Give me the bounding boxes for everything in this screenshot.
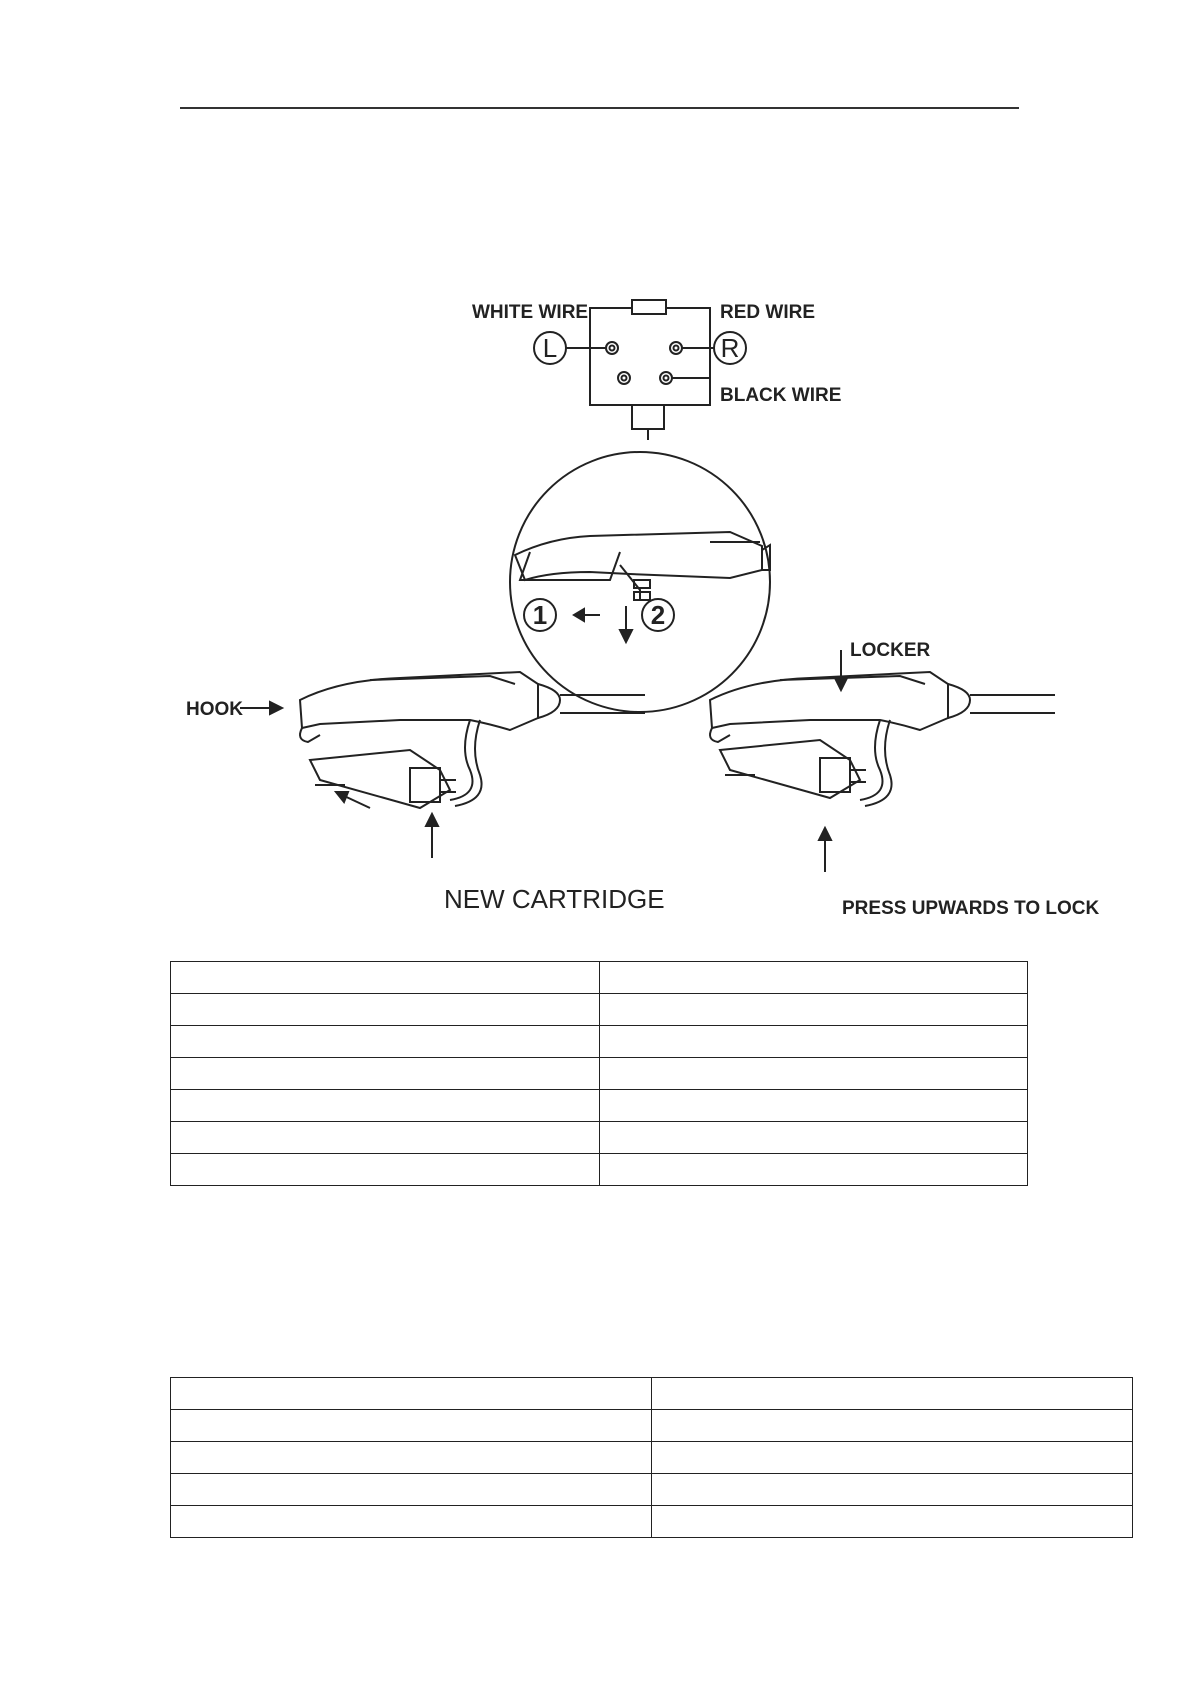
table-cell [652, 1506, 1133, 1538]
press-upwards-label: PRESS UPWARDS TO LOCK [842, 898, 1100, 919]
table-cell [599, 994, 1028, 1026]
black-wire-label: BLACK WIRE [720, 385, 842, 406]
headshell-right [710, 672, 1055, 806]
table-cell [652, 1378, 1133, 1410]
red-wire-label: RED WIRE [720, 302, 815, 323]
table-row [171, 1506, 1133, 1538]
table-row [171, 1474, 1133, 1506]
table-row [171, 1442, 1133, 1474]
table-row [171, 1026, 1028, 1058]
table-cell [171, 1026, 600, 1058]
hook-label: HOOK [186, 699, 243, 720]
table-cell [171, 1090, 600, 1122]
table-cell [171, 1410, 652, 1442]
table-cell [652, 1442, 1133, 1474]
table-cell [599, 1026, 1028, 1058]
left-channel-label: L [542, 333, 558, 363]
table-row [171, 1090, 1028, 1122]
new-cartridge-label: NEW CARTRIDGE [444, 884, 665, 914]
table-cell [652, 1474, 1133, 1506]
table-cell [171, 1378, 652, 1410]
spec-table-1 [170, 961, 1028, 1186]
table-row [171, 1122, 1028, 1154]
table-cell [171, 1506, 652, 1538]
table-cell [652, 1410, 1133, 1442]
table-cell [599, 962, 1028, 994]
table-row [171, 1154, 1028, 1186]
headshell-left [300, 672, 645, 808]
table-cell [171, 994, 600, 1026]
table-row [171, 1410, 1133, 1442]
step-1-label: 1 [532, 600, 548, 630]
table-cell [171, 1154, 600, 1186]
table-cell [599, 1154, 1028, 1186]
table-cell [599, 1058, 1028, 1090]
step-2-label: 2 [650, 600, 666, 630]
table-row [171, 962, 1028, 994]
cartridge-replacement-diagram [170, 280, 1110, 940]
white-wire-label: WHITE WIRE [472, 302, 589, 323]
right-channel-label: R [720, 333, 740, 363]
detail-circle [510, 452, 770, 712]
header-rule [180, 107, 1019, 109]
table-cell [599, 1122, 1028, 1154]
table-row [171, 1058, 1028, 1090]
table-cell [171, 1058, 600, 1090]
table-row [171, 994, 1028, 1026]
table-cell [171, 1442, 652, 1474]
table-cell [171, 962, 600, 994]
table-row [171, 1378, 1133, 1410]
spec-table-2 [170, 1377, 1133, 1538]
table-cell [171, 1474, 652, 1506]
table-cell [171, 1122, 600, 1154]
table-cell [599, 1090, 1028, 1122]
locker-label: LOCKER [850, 640, 931, 661]
